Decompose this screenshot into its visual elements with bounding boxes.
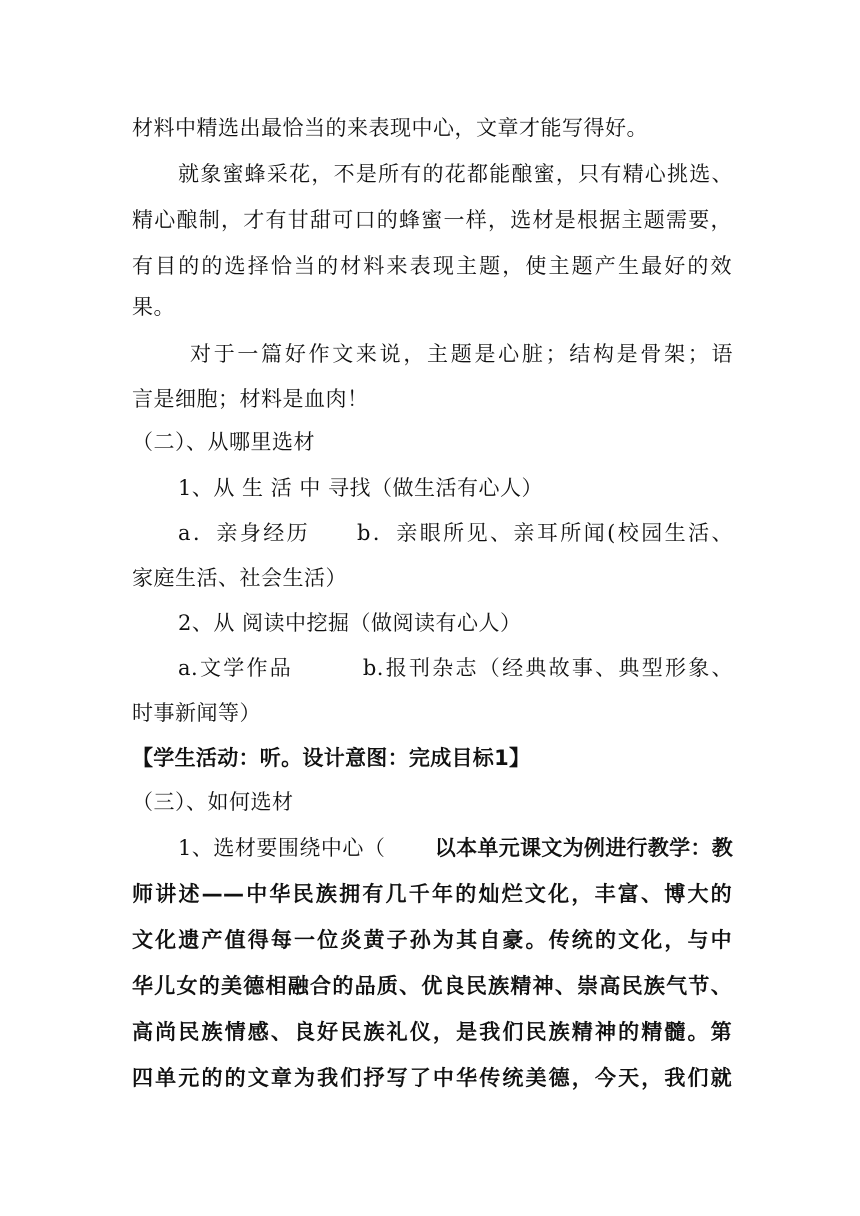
text-line-9: 1、从 生 活 中 寻找（做生活有心人） bbox=[178, 476, 544, 500]
text-line-12: 2、从 阅读中挖掘（做阅读有心人） bbox=[178, 611, 522, 635]
text-line-17-bold: 以本单元课文为例进行教学：教 bbox=[434, 836, 733, 860]
section-heading-3: （三）、如何选材 bbox=[132, 790, 294, 814]
text-line-19: 文化遗产值得每一位炎黄子孙为其自豪。传统的文化，与中 bbox=[132, 928, 732, 952]
text-line-14: 时事新闻等） bbox=[132, 701, 261, 725]
text-line-10: a．亲身经历 b．亲眼所见、亲耳所闻(校园生活、 bbox=[178, 521, 733, 545]
text-line-4: 有目的的选择恰当的材料来表现主题，使主题产生最好的效 bbox=[132, 254, 732, 278]
text-line-20: 华儿女的美德相融合的品质、优良民族精神、崇高民族气节、 bbox=[132, 974, 732, 998]
text-line-2: 就象蜜蜂采花，不是所有的花都能酿蜜，只有精心挑选、 bbox=[178, 162, 733, 186]
text-line-17 bbox=[178, 833, 733, 863]
text-line-22: 四单元的的文章为我们抒写了中华传统美德，今天，我们就 bbox=[132, 1066, 732, 1090]
text-line-1: 材料中精选出最恰当的来表现中心，文章才能写得好。 bbox=[132, 116, 648, 140]
text-line-3: 精心酿制，才有甘甜可口的蜂蜜一样，选材是根据主题需要， bbox=[132, 208, 732, 232]
text-line-6: 对于一篇好作文来说，主题是心脏；结构是骨架；语 bbox=[190, 342, 733, 366]
text-line-13: a.文学作品 b.报刊杂志（经典故事、典型形象、 bbox=[178, 656, 733, 680]
text-line-17-normal: 1、选材要围绕中心（ bbox=[178, 836, 386, 860]
section-heading-2: （二）、从哪里选材 bbox=[132, 430, 315, 454]
text-line-11: 家庭生活、社会生活） bbox=[132, 566, 347, 590]
text-line-18: 师讲述——中华民族拥有几千年的灿烂文化，丰富、博大的 bbox=[132, 882, 732, 906]
text-line-5: 果。 bbox=[132, 295, 175, 319]
student-activity-note: 【学生活动：听。设计意图：完成目标1】 bbox=[132, 746, 531, 770]
text-line-21: 高尚民族情感、良好民族礼仪，是我们民族精神的精髓。第 bbox=[132, 1020, 732, 1044]
text-line-7: 言是细胞；材料是血肉！ bbox=[132, 387, 369, 411]
